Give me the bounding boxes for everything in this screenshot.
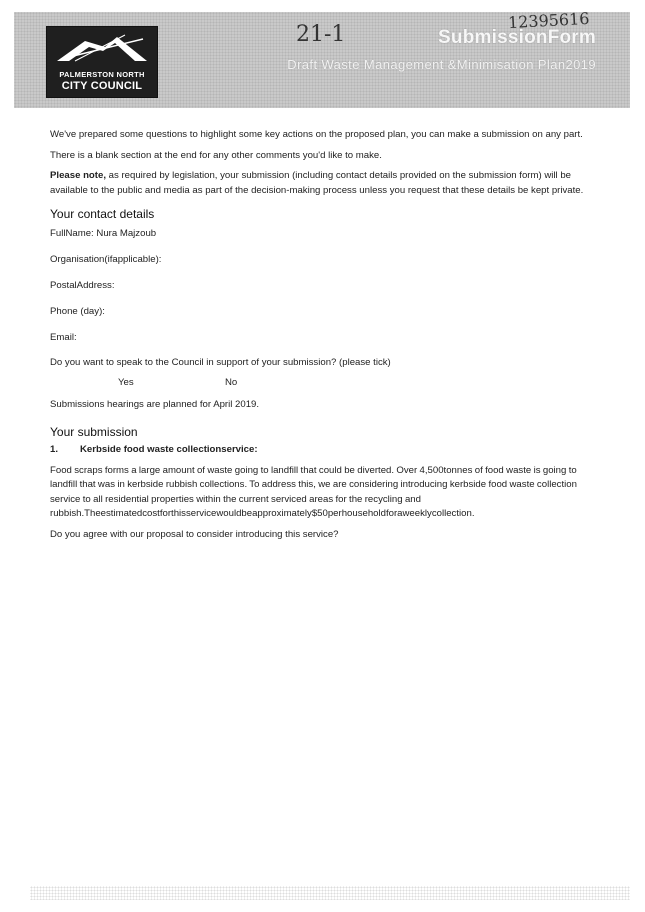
item-title: Kerbside food waste collectionservice: [80, 444, 258, 455]
item-1-heading [50, 443, 598, 458]
item-number: 1. [50, 444, 59, 455]
note-text: as required by legislation, your submission (including contact details provided on the submission form) will be available to the public and media as part of the decision-making process unless you request that these details be kept private. [50, 170, 584, 196]
note-label: Please note, [50, 170, 106, 181]
field-label: FullName: [50, 227, 97, 239]
intro-paragraph-2: There is a blank section at the end for any other comments you'd like to make. [50, 149, 382, 161]
form-content [50, 128, 598, 542]
submission-heading: Your submission [50, 424, 138, 439]
privacy-note [50, 169, 598, 198]
scan-artifact [30, 886, 630, 900]
phone-field[interactable] [50, 304, 598, 330]
handwritten-annotation: 21-1 [296, 22, 346, 47]
no-option[interactable]: No [225, 377, 238, 388]
form-title: SubmissionForm [438, 27, 596, 48]
full-name-field[interactable] [50, 226, 598, 252]
logo-line1: PALMERSTON NORTH [59, 70, 145, 79]
reference-number: 12395616 [507, 8, 590, 33]
item-1-body: Food scraps forms a large amount of waste going to landfill that could be diverted. Over 4,500tonnes of food waste is going to landfill that was in kerbside rubbish collections. To address this, we are considering introducing kerbside food waste collection service to all residential properties within the current serviced areas for the recycling and rubbish.Theestimatedcostforthisservicewouldbeapproximately$50perhouseholdforaweeklycollection. [50, 464, 577, 519]
postal-address-field[interactable] [50, 278, 598, 304]
plan-title: Draft Waste Management &Minimisation Plan2019 [287, 57, 596, 72]
yes-option[interactable]: Yes [118, 377, 134, 388]
field-label: PostalAddress: [50, 279, 115, 291]
logo-line2: CITY COUNCIL [61, 80, 143, 92]
speak-options [50, 370, 598, 398]
logo-graphic-icon [55, 33, 149, 63]
intro-paragraph-1: We've prepared some questions to highlight some key actions on the proposed plan, you can make a submission on any part. [50, 129, 583, 140]
speak-question: Do you want to speak to the Council in support of your submission? (please tick) [50, 356, 391, 368]
field-value: Nura Majzoub [96, 227, 157, 239]
hearings-note: Submissions hearings are planned for April 2019. [50, 399, 260, 410]
item-1-question: Do you agree with our proposal to consider introducing this service? [50, 528, 339, 540]
field-label: Organisation(ifapplicable): [50, 253, 162, 265]
email-field[interactable] [50, 330, 598, 356]
field-label: Email: [50, 331, 77, 343]
council-logo [46, 26, 158, 98]
field-label: Phone (day): [50, 305, 105, 317]
organisation-field[interactable] [50, 252, 598, 278]
contact-heading: Your contact details [50, 207, 155, 221]
